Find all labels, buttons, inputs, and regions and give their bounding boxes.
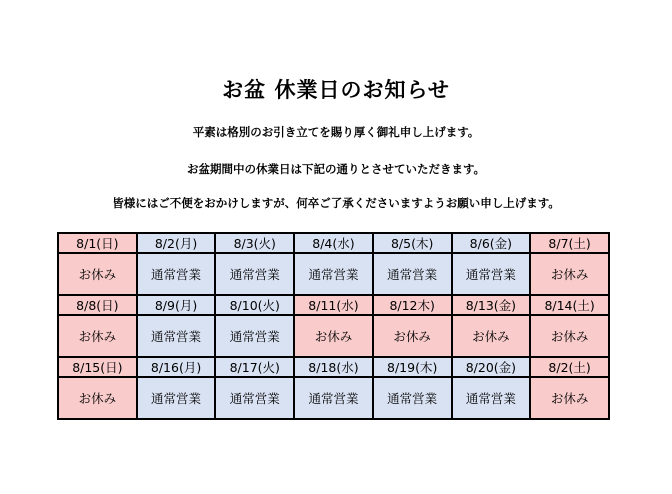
date-cell: 8/15(日) (58, 357, 137, 377)
date-cell: 8/14(土) (530, 295, 609, 315)
date-cell: 8/7(土) (530, 233, 609, 253)
calendar-status-row (58, 377, 609, 419)
date-cell: 8/20(金) (452, 357, 531, 377)
apology-line: 皆様にはご不便をおかけしますが、何卒ご了承くださいますようお願い申し上げます。 (112, 196, 560, 210)
date-cell: 8/4(水) (294, 233, 373, 253)
date-cell: 8/5(木) (373, 233, 452, 253)
calendar-date-row (58, 357, 609, 377)
closed-status-cell: お休み (452, 315, 531, 357)
calendar-date-row (58, 233, 609, 253)
open-status-cell: 通常営業 (137, 315, 216, 357)
date-cell: 8/2(月) (137, 233, 216, 253)
open-status-cell: 通常営業 (294, 377, 373, 419)
holiday-calendar (57, 232, 610, 420)
open-status-cell: 通常営業 (215, 253, 294, 295)
calendar-status-row (58, 253, 609, 295)
closed-status-cell: お休み (530, 253, 609, 295)
notice-title: お盆 休業日のお知らせ (222, 78, 450, 102)
closed-status-cell: お休み (294, 315, 373, 357)
open-status-cell: 通常営業 (294, 253, 373, 295)
date-cell: 8/10(火) (215, 295, 294, 315)
open-status-cell: 通常営業 (137, 377, 216, 419)
greeting-line: 平素は格別のお引き立てを賜り厚く御礼申し上げます。 (192, 125, 480, 139)
open-status-cell: 通常営業 (137, 253, 216, 295)
date-cell: 8/17(火) (215, 357, 294, 377)
calendar-status-row (58, 315, 609, 357)
holiday-period-line: お盆期間中の休業日は下記の通りとさせていただきます。 (186, 162, 486, 176)
date-cell: 8/6(金) (452, 233, 531, 253)
open-status-cell: 通常営業 (452, 377, 531, 419)
date-cell: 8/2(土) (530, 357, 609, 377)
closed-status-cell: お休み (530, 315, 609, 357)
open-status-cell: 通常営業 (215, 315, 294, 357)
date-cell: 8/12木) (373, 295, 452, 315)
open-status-cell: 通常営業 (215, 377, 294, 419)
closed-status-cell: お休み (58, 253, 137, 295)
date-cell: 8/3(火) (215, 233, 294, 253)
date-cell: 8/19(木) (373, 357, 452, 377)
date-cell: 8/13(金) (452, 295, 531, 315)
closed-status-cell: お休み (58, 315, 137, 357)
closed-status-cell: お休み (530, 377, 609, 419)
calendar-date-row (58, 295, 609, 315)
date-cell: 8/11(水) (294, 295, 373, 315)
date-cell: 8/9(月) (137, 295, 216, 315)
date-cell: 8/8(日) (58, 295, 137, 315)
open-status-cell: 通常営業 (452, 253, 531, 295)
open-status-cell: 通常営業 (373, 253, 452, 295)
date-cell: 8/16(月) (137, 357, 216, 377)
date-cell: 8/1(日) (58, 233, 137, 253)
date-cell: 8/18(水) (294, 357, 373, 377)
closed-status-cell: お休み (58, 377, 137, 419)
open-status-cell: 通常営業 (373, 377, 452, 419)
closed-status-cell: お休み (373, 315, 452, 357)
